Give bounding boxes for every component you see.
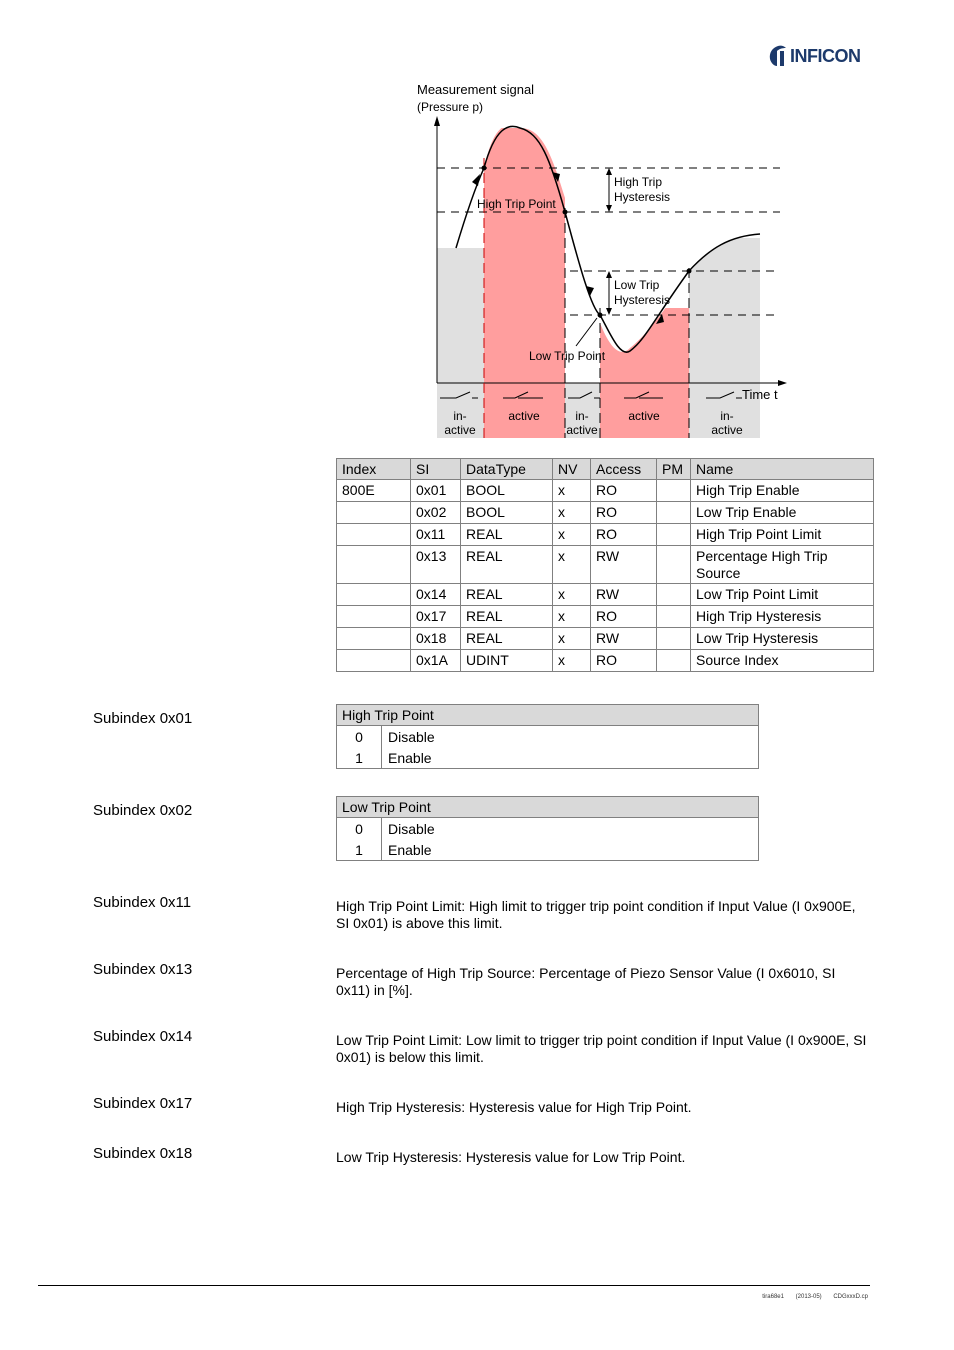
cell-datatype: REAL (461, 546, 553, 584)
state-3-line1: in- (575, 409, 589, 423)
cell-nv: x (553, 546, 591, 584)
col-name: Name (691, 459, 874, 480)
cell-name: High Trip Hysteresis (691, 606, 874, 628)
cell-si: 0x01 (411, 480, 461, 502)
cell-datatype: REAL (461, 606, 553, 628)
subindex-11-description: High Trip Point Limit: High limit to trigger trip point condition if Input Value (I 0x900E, SI 0x01) is above this limit. (336, 898, 856, 931)
table-row (337, 747, 759, 769)
col-access: Access (591, 459, 657, 480)
cell-access: RO (591, 524, 657, 546)
cell-access: RO (591, 480, 657, 502)
high-trip-point-table-title: High Trip Point (337, 705, 759, 726)
cell-nv: x (553, 606, 591, 628)
cell-access: RO (591, 606, 657, 628)
option-value: 1 (337, 839, 382, 861)
state-5-line1: in- (720, 409, 734, 423)
subindex-13-label: Subindex 0x13 (93, 961, 193, 978)
subindex-18-label: Subindex 0x18 (93, 1145, 193, 1162)
cell-access: RW (591, 584, 657, 606)
cell-nv: x (553, 502, 591, 524)
cell-si: 0x02 (411, 502, 461, 524)
cell-index (337, 524, 411, 546)
option-value: 0 (337, 726, 382, 748)
cell-datatype: REAL (461, 524, 553, 546)
footer-date: (2013-05) (795, 1294, 822, 1300)
cell-index (337, 628, 411, 650)
cell-name: High Trip Enable (691, 480, 874, 502)
table-row (337, 502, 874, 524)
footer-file: CDGxxxD.cp (833, 1294, 868, 1300)
cell-index (337, 650, 411, 672)
cell-si: 0x13 (411, 546, 461, 584)
footer (752, 1294, 868, 1300)
col-index: Index (337, 459, 411, 480)
cell-si: 0x1A (411, 650, 461, 672)
cell-nv: x (553, 480, 591, 502)
table-row (337, 584, 874, 606)
subindex-17-description: High Trip Hysteresis: Hysteresis value for High Trip Point. (336, 1099, 692, 1115)
state-1-line2: active (444, 423, 476, 437)
table-header-row (337, 459, 874, 480)
table-row (337, 650, 874, 672)
high-trip-hysteresis-label-2: Hysteresis (614, 190, 671, 204)
x-axis-label: Time t (742, 387, 778, 402)
high-trip-point-label: High Trip Point (477, 197, 556, 211)
cell-index (337, 546, 411, 584)
table-row (337, 839, 759, 861)
cell-index (337, 606, 411, 628)
cell-si: 0x17 (411, 606, 461, 628)
cell-nv: x (553, 628, 591, 650)
cell-access: RO (591, 650, 657, 672)
cell-nv: x (553, 650, 591, 672)
cell-name: Low Trip Hysteresis (691, 628, 874, 650)
state-3-line2: active (566, 423, 598, 437)
table-row (337, 606, 874, 628)
col-nv: NV (553, 459, 591, 480)
subindex-18-description: Low Trip Hysteresis: Hysteresis value for Low Trip Point. (336, 1149, 686, 1165)
cell-name: Percentage High Trip Source (691, 546, 874, 584)
cell-access: RW (591, 546, 657, 584)
low-trip-point-label: Low Trip Point (529, 349, 606, 363)
cell-pm (657, 524, 691, 546)
option-text: Enable (382, 747, 759, 769)
cell-index (337, 584, 411, 606)
table-row (337, 628, 874, 650)
option-text: Disable (382, 818, 759, 840)
cell-index (337, 502, 411, 524)
low-trip-hysteresis-label-2: Hysteresis (614, 293, 671, 307)
cell-pm (657, 546, 691, 584)
table-row (337, 524, 874, 546)
cell-nv: x (553, 524, 591, 546)
subindex-14-label: Subindex 0x14 (93, 1028, 193, 1045)
option-value: 1 (337, 747, 382, 769)
high-trip-hysteresis-label-1: High Trip (614, 175, 663, 189)
col-datatype: DataType (461, 459, 553, 480)
subindex-11-label: Subindex 0x11 (93, 894, 192, 911)
subindex-02-label: Subindex 0x02 (93, 802, 193, 819)
table-row (337, 480, 874, 502)
table-row (337, 546, 874, 584)
table-row (337, 818, 759, 840)
state-5-line2: active (711, 423, 743, 437)
inficon-logo (768, 44, 861, 68)
option-text: Enable (382, 839, 759, 861)
option-value: 0 (337, 818, 382, 840)
object-index-table (336, 458, 874, 672)
cell-datatype: REAL (461, 584, 553, 606)
cell-pm (657, 480, 691, 502)
cell-index: 800E (337, 480, 411, 502)
trip-point-diagram (400, 78, 800, 448)
y-axis-sublabel: (Pressure p) (417, 100, 484, 114)
inficon-logo-icon (768, 45, 788, 67)
low-trip-hysteresis-label-1: Low Trip (614, 278, 660, 292)
inficon-logo-text: INFICON (790, 45, 861, 66)
cell-si: 0x11 (411, 524, 461, 546)
cell-datatype: BOOL (461, 502, 553, 524)
cell-datatype: REAL (461, 628, 553, 650)
col-si: SI (411, 459, 461, 480)
cell-datatype: UDINT (461, 650, 553, 672)
cell-access: RO (591, 502, 657, 524)
subindex-01-label: Subindex 0x01 (93, 710, 193, 727)
state-4-line1: active (628, 409, 660, 423)
footer-doc-id: tira68e1 (762, 1294, 784, 1300)
cell-pm (657, 584, 691, 606)
y-axis-label: Measurement signal (417, 82, 535, 97)
cell-nv: x (553, 584, 591, 606)
col-pm: PM (657, 459, 691, 480)
low-trip-point-options-table (336, 796, 759, 861)
cell-pm (657, 502, 691, 524)
subindex-17-label: Subindex 0x17 (93, 1095, 193, 1112)
state-band-inactive-3 (689, 238, 760, 438)
option-text: Disable (382, 726, 759, 748)
cell-datatype: BOOL (461, 480, 553, 502)
cell-si: 0x18 (411, 628, 461, 650)
cell-pm (657, 606, 691, 628)
high-trip-point-options-table (336, 704, 759, 769)
cell-name: High Trip Point Limit (691, 524, 874, 546)
cell-si: 0x14 (411, 584, 461, 606)
footer-divider (38, 1285, 870, 1286)
cell-name: Low Trip Enable (691, 502, 874, 524)
cell-name: Source Index (691, 650, 874, 672)
state-1-line1: in- (453, 409, 467, 423)
state-2-line1: active (508, 409, 540, 423)
low-trip-point-table-title: Low Trip Point (337, 797, 759, 818)
cell-pm (657, 650, 691, 672)
table-row (337, 726, 759, 748)
subindex-13-description: Percentage of High Trip Source: Percentage of Piezo Sensor Value (I 0x6010, SI 0x11) in [%]. (336, 965, 836, 998)
cell-name: Low Trip Point Limit (691, 584, 874, 606)
subindex-14-description: Low Trip Point Limit: Low limit to trigger trip point condition if Input Value (I 0x900E, SI 0x01) is below this limit. (336, 1032, 867, 1065)
cell-access: RW (591, 628, 657, 650)
cell-pm (657, 628, 691, 650)
